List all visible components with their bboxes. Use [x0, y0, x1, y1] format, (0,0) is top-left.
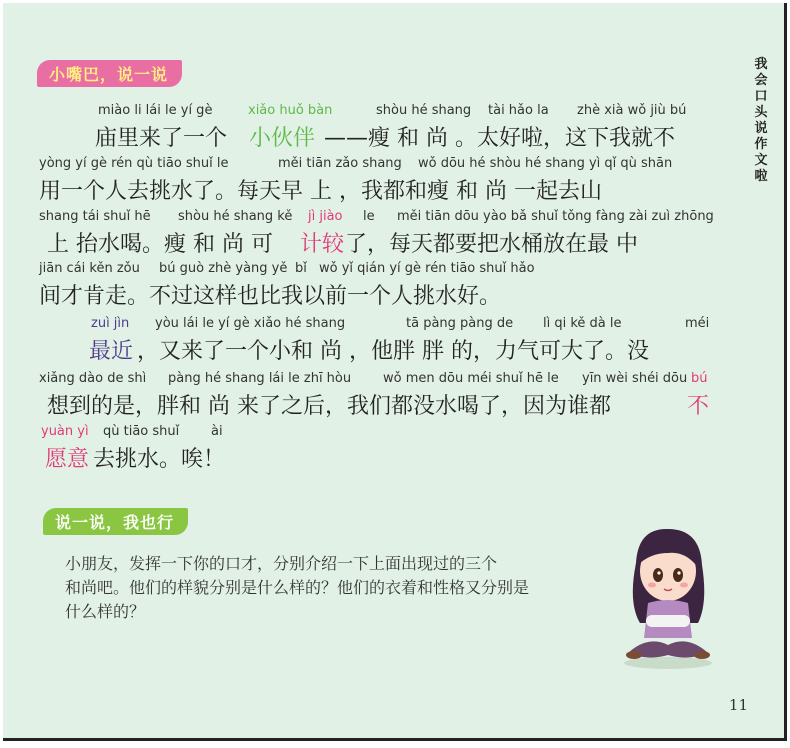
hanzi-segment: 上 抬水喝。瘦 和 尚 可 [47, 232, 273, 257]
pinyin-segment: bú guò zhè yàng yě [159, 261, 288, 276]
pinyin-segment: xiǎo huǒ bàn [248, 103, 333, 118]
page [3, 3, 787, 741]
section-tag-label: 说一说，我也行 [55, 513, 175, 532]
pinyin-segment: bú [691, 371, 708, 386]
task-line: 和尚吧。他们的样貌分别是什么样的？他们的衣着和性格又分别是 [65, 578, 530, 597]
section-tag-label: 小嘴巴，说一说 [49, 65, 169, 84]
pinyin-segment: pàng hé shang lái le zhī hòu [168, 371, 352, 386]
pinyin-segment: miào li lái le yí gè [98, 103, 213, 118]
side-title-char: 头 [754, 105, 768, 120]
pinyin-segment: méi [685, 316, 710, 331]
pinyin-segment: jiān cái kěn zǒu [39, 261, 140, 276]
pinyin-segment: ài [211, 424, 223, 439]
girl-illustration [618, 523, 718, 673]
side-title-char: 文 [754, 153, 768, 168]
pinyin-segment: xiǎng dào de shì [39, 371, 147, 386]
pinyin-segment: shòu hé shang [376, 103, 472, 118]
pinyin-segment: le [363, 209, 375, 224]
pinyin-segment: zuì jìn [91, 316, 130, 331]
task-text [65, 552, 615, 624]
pinyin-segment: měi tiān dōu yào bǎ shuǐ tǒng fàng zài zuì zhōng [397, 209, 714, 224]
hanzi-segment: 愿意 [45, 447, 90, 472]
side-title-char: 啦 [754, 169, 768, 184]
task-line: 小朋友，发挥一下你的口才，分别介绍一下上面出现过的三个 [65, 554, 498, 573]
hanzi-segment: ——瘦 和 尚 。太好啦，这下我就不 [324, 126, 675, 151]
pinyin-segment: měi tiān zǎo shang [278, 156, 402, 171]
pinyin-segment: wǒ yǐ qián yí gè rén tiāo shuǐ hǎo [319, 261, 535, 276]
side-title [752, 57, 770, 185]
hanzi-segment: 最近 [89, 339, 134, 364]
section-tag-speak [37, 60, 182, 87]
side-title-char: 口 [754, 89, 768, 104]
page-number: 11 [728, 696, 748, 714]
hanzi-segment: 计较 [300, 232, 345, 257]
hanzi-segment: 间才肯走。不过这样也比我以前一个人挑水好。 [39, 284, 502, 309]
side-title-char: 会 [754, 73, 768, 88]
hanzi-segment: 了，每天都要把水桶放在最 中 [345, 232, 638, 257]
pinyin-segment: yòng yí gè rén qù tiāo shuǐ le [39, 156, 229, 171]
hanzi-segment: ，又来了一个小和 尚 ，他胖 胖 的，力气可大了。没 [137, 339, 649, 364]
pinyin-segment: yòu lái le yí gè xiǎo hé shang [155, 316, 346, 331]
pinyin-segment: shang tái shuǐ hē [39, 209, 151, 224]
hanzi-segment: 庙里来了一个 [95, 126, 228, 151]
pinyin-segment: jì jiào [308, 209, 343, 224]
side-title-char: 作 [754, 137, 768, 152]
section-tag-practice [43, 508, 188, 535]
pinyin-segment: yīn wèi shéi dōu [582, 371, 688, 386]
pinyin-segment: tā pàng pàng de [406, 316, 514, 331]
pinyin-segment: tài hǎo la [488, 103, 549, 118]
pinyin-segment: yuàn yì [41, 424, 89, 439]
pinyin-segment: wǒ men dōu méi shuǐ hē le [383, 371, 559, 386]
side-title-char: 我 [754, 57, 768, 72]
hanzi-segment: 用一个人去挑水了。每天早 上 ，我都和瘦 和 尚 一起去山 [39, 179, 602, 204]
pinyin-segment: lì qi kě dà le [543, 316, 622, 331]
pinyin-segment: qù tiāo shuǐ [103, 424, 180, 439]
pinyin-segment: shòu hé shang kě [178, 209, 293, 224]
hanzi-segment: 去挑水。唉！ [93, 447, 226, 472]
pinyin-segment: zhè xià wǒ jiù bú [577, 103, 687, 118]
hanzi-segment: 小伙伴 [249, 126, 316, 151]
hanzi-segment: 不 [687, 394, 710, 419]
task-line: 什么样的？ [65, 602, 146, 621]
pinyin-segment: wǒ dōu hé shòu hé shang yì qǐ qù shān [418, 156, 673, 171]
side-title-char: 说 [754, 121, 768, 136]
hanzi-segment: 想到的是，胖和 尚 来了之后，我们都没水喝了，因为谁都 [47, 394, 611, 419]
pinyin-segment: bǐ [295, 261, 307, 276]
